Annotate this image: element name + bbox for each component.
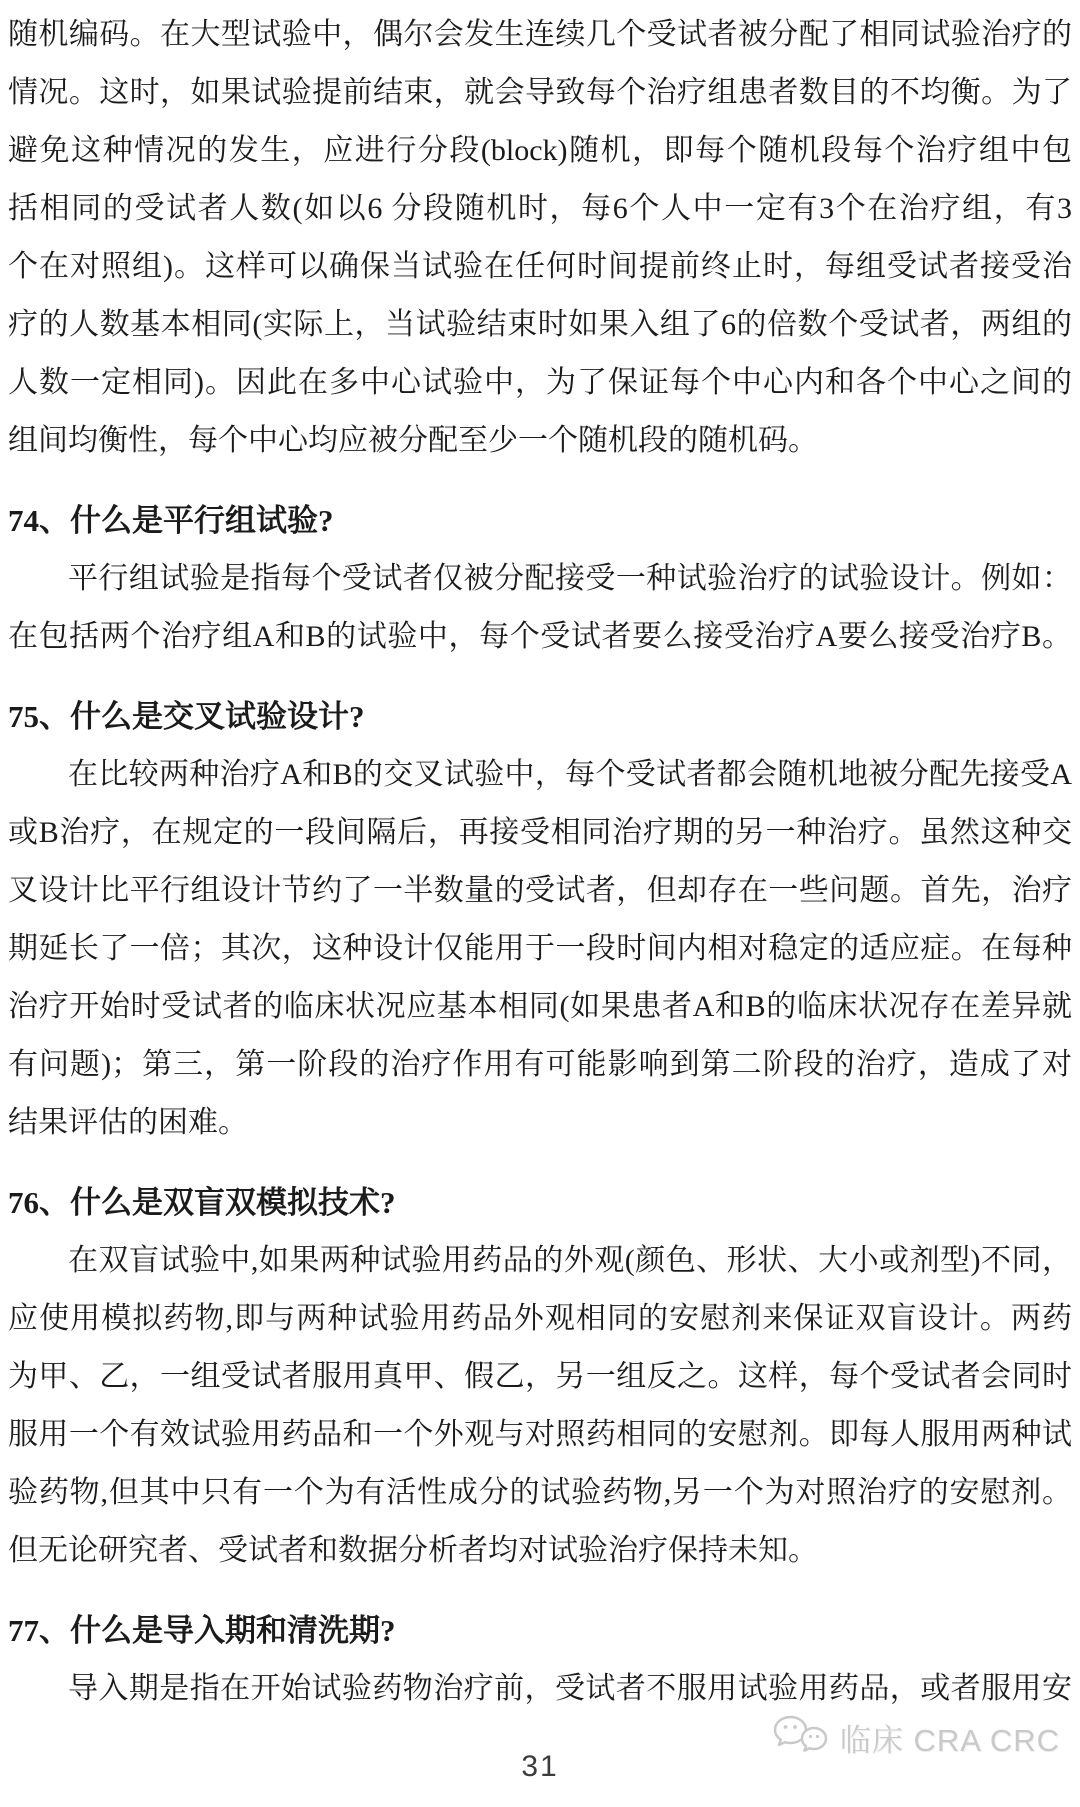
body-line: 结果评估的困难。 bbox=[8, 1106, 248, 1139]
body-line: 为甲、乙，一组受试者服用真甲、假乙，另一组反之。这样，每个受试者会同时 bbox=[8, 1360, 1072, 1393]
body-line: 验药物,但其中只有一个为有活性成分的试验药物,另一个为对照治疗的安慰剂。 bbox=[8, 1476, 1072, 1509]
body-line: 应使用模拟药物,即与两种试验用药品外观相同的安慰剂来保证双盲设计。两药 bbox=[8, 1302, 1072, 1335]
body-line: 在比较两种治疗A和B的交叉试验中，每个受试者都会随机地被分配先接受A bbox=[68, 758, 1072, 791]
section-heading-74: 74、什么是平行组试验? bbox=[8, 503, 334, 538]
watermark-text: 临床 CRA CRC bbox=[839, 1722, 1060, 1758]
body-line: 叉设计比平行组设计节约了一半数量的受试者，但却存在一些问题。首先，治疗 bbox=[8, 874, 1072, 907]
body-line: 个在对照组)。这样可以确保当试验在任何时间提前终止时，每组受试者接受治 bbox=[8, 250, 1072, 283]
section-heading-77: 77、什么是导入期和清洗期? bbox=[8, 1613, 396, 1648]
body-line: 有问题)；第三，第一阶段的治疗作用有可能影响到第二阶段的治疗，造成了对 bbox=[8, 1048, 1072, 1081]
section-76 bbox=[8, 1174, 1072, 1580]
body-line: 在双盲试验中,如果两种试验用药品的外观(颜色、形状、大小或剂型)不同， bbox=[68, 1244, 1072, 1277]
section-75 bbox=[8, 688, 1072, 1152]
section-74 bbox=[8, 492, 1072, 666]
document-page bbox=[8, 6, 1072, 1718]
body-line: 期延长了一倍；其次，这种设计仅能用于一段时间内相对稳定的适应症。在每种 bbox=[8, 932, 1072, 965]
body-line: 平行组试验是指每个受试者仅被分配接受一种试验治疗的试验设计。例如： bbox=[68, 562, 1072, 595]
page-number: 31 bbox=[521, 1750, 559, 1783]
body-line: 或B治疗，在规定的一段间隔后，再接受相同治疗期的另一种治疗。虽然这种交 bbox=[8, 816, 1072, 849]
section-heading-75: 75、什么是交叉试验设计? bbox=[8, 699, 365, 734]
body-line: 情况。这时，如果试验提前结束，就会导致每个治疗组患者数目的不均衡。为了 bbox=[8, 76, 1072, 109]
body-line: 随机编码。在大型试验中，偶尔会发生连续几个受试者被分配了相同试验治疗的 bbox=[8, 18, 1072, 51]
body-line: 在包括两个治疗组A和B的试验中，每个受试者要么接受治疗A要么接受治疗B。 bbox=[8, 620, 1072, 653]
body-line: 括相同的受试者人数(如以6 分段随机时，每6个人中一定有3个在治疗组，有3 bbox=[8, 192, 1072, 225]
section-77 bbox=[8, 1602, 1072, 1718]
body-line: 组间均衡性，每个中心均应被分配至少一个随机段的随机码。 bbox=[8, 424, 818, 457]
body-line: 但无论研究者、受试者和数据分析者均对试验治疗保持未知。 bbox=[8, 1534, 818, 1567]
body-line: 人数一定相同)。因此在多中心试验中，为了保证每个中心内和各个中心之间的 bbox=[8, 366, 1072, 399]
body-line: 疗的人数基本相同(实际上，当试验结束时如果入组了6的倍数个受试者，两组的 bbox=[8, 308, 1072, 341]
body-line: 治疗开始时受试者的临床状况应基本相同(如果患者A和B的临床状况存在差异就 bbox=[8, 990, 1072, 1023]
body-line: 避免这种情况的发生，应进行分段(block)随机，即每个随机段每个治疗组中包 bbox=[8, 134, 1072, 167]
section-heading-76: 76、什么是双盲双模拟技术? bbox=[8, 1185, 396, 1220]
body-line: 导入期是指在开始试验药物治疗前，受试者不服用试验用药品，或者服用安 bbox=[68, 1672, 1072, 1705]
body-line: 服用一个有效试验用药品和一个外观与对照药相同的安慰剂。即每人服用两种试 bbox=[8, 1418, 1072, 1451]
